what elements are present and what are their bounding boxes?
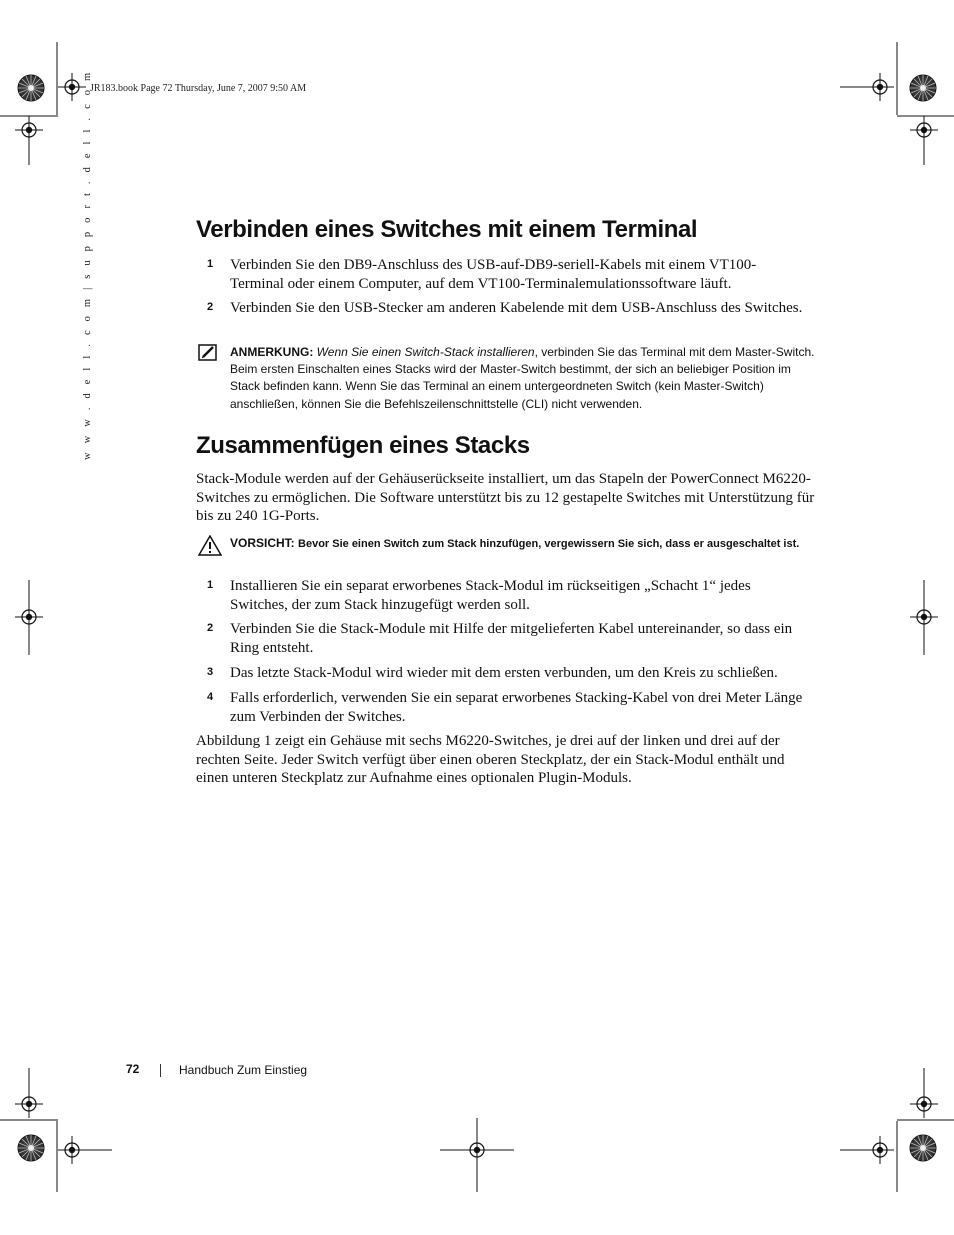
step-number: 3 bbox=[207, 666, 214, 678]
page-number: 72 bbox=[126, 1062, 140, 1076]
intro-paragraph: Stack-Module werden auf der Gehäuserückseite installiert, um das Stapeln der PowerConnect M6220-Switches zu ermöglichen. Die Software unterstützt bis zu 12 gestapelte Switches mit Unterstützung für bis zu 240 1G-Ports. bbox=[196, 471, 815, 525]
section-title-stack: Zusammenfügen eines Stacks bbox=[196, 432, 530, 459]
step-number: 2 bbox=[207, 622, 214, 634]
note-emphasis: Wenn Sie einen Switch-Stack installieren bbox=[316, 345, 535, 359]
step-text: Verbinden Sie den USB-Stecker am anderen Kabelende mit dem USB-Anschluss des Switches. bbox=[230, 300, 803, 316]
note-label: ANMERKUNG: bbox=[230, 345, 314, 359]
step-number: 4 bbox=[207, 691, 214, 703]
step-text: Verbinden Sie den DB9-Anschluss des USB-auf-DB9-seriell-Kabels mit einem VT100-Terminal oder einem Computer, auf dem VT100-Terminalemulationssoftware läuft. bbox=[230, 257, 757, 292]
step-text: Verbinden Sie die Stack-Module mit Hilfe der mitgelieferten Kabel untereinander, so dass ein Ring entsteht. bbox=[230, 621, 793, 656]
note-text: , verbinden Sie das Terminal mit dem Master-Switch. Beim ersten Einschalten eines Stacks wird der Master-Switch bestimmt, der sich an beliebiger Position im Stack befinden kann. Wenn Sie das Terminal an einem untergeordneten Switch (kein Master-Switch) anschließen, können Sie die Befehlszeilenschnittstelle (CLI) nicht verwenden. bbox=[230, 345, 815, 411]
section-title-terminal: Verbinden eines Switches mit einem Terminal bbox=[196, 216, 698, 243]
step-text: Falls erforderlich, verwenden Sie ein separat erworbenes Stacking-Kabel von drei Meter Länge zum Verbinden der Switches. bbox=[230, 690, 803, 725]
note-pencil-icon bbox=[198, 344, 218, 367]
side-url: w w w . d e l l . c o m | s u p p o r t . d e l l . c o m bbox=[82, 69, 93, 460]
caution-text: Bevor Sie einen Switch zum Stack hinzufügen, vergewissern Sie sich, dass er ausgeschaltet ist. bbox=[298, 538, 800, 550]
step-number: 2 bbox=[207, 301, 214, 313]
footer-title: Handbuch Zum Einstieg bbox=[179, 1063, 308, 1077]
footer-divider bbox=[160, 1064, 161, 1077]
warning-triangle-icon bbox=[198, 535, 222, 561]
step-number: 1 bbox=[207, 258, 214, 270]
outro-paragraph: Abbildung 1 zeigt ein Gehäuse mit sechs M6220-Switches, je drei auf der linken und drei auf der rechten Seite. Jeder Switch verfügt über einen oberen Steckplatz, der ein Stack-Modul enthält und einen unteren Steckplatz zur Aufnahme eines optionalen Plugin-Moduls. bbox=[196, 733, 785, 787]
print-header: JR183.book Page 72 Thursday, June 7, 2007 9:50 AM bbox=[90, 83, 307, 94]
step-text: Das letzte Stack-Modul wird wieder mit dem ersten verbunden, um den Kreis zu schließen. bbox=[230, 665, 778, 681]
step-text: Installieren Sie ein separat erworbenes Stack-Modul im rückseitigen „Schacht 1“ jedes Switches, der zum Stack hinzugefügt werden soll. bbox=[230, 578, 751, 613]
step-number: 1 bbox=[207, 579, 214, 591]
caution-label: VORSICHT: bbox=[230, 536, 295, 550]
